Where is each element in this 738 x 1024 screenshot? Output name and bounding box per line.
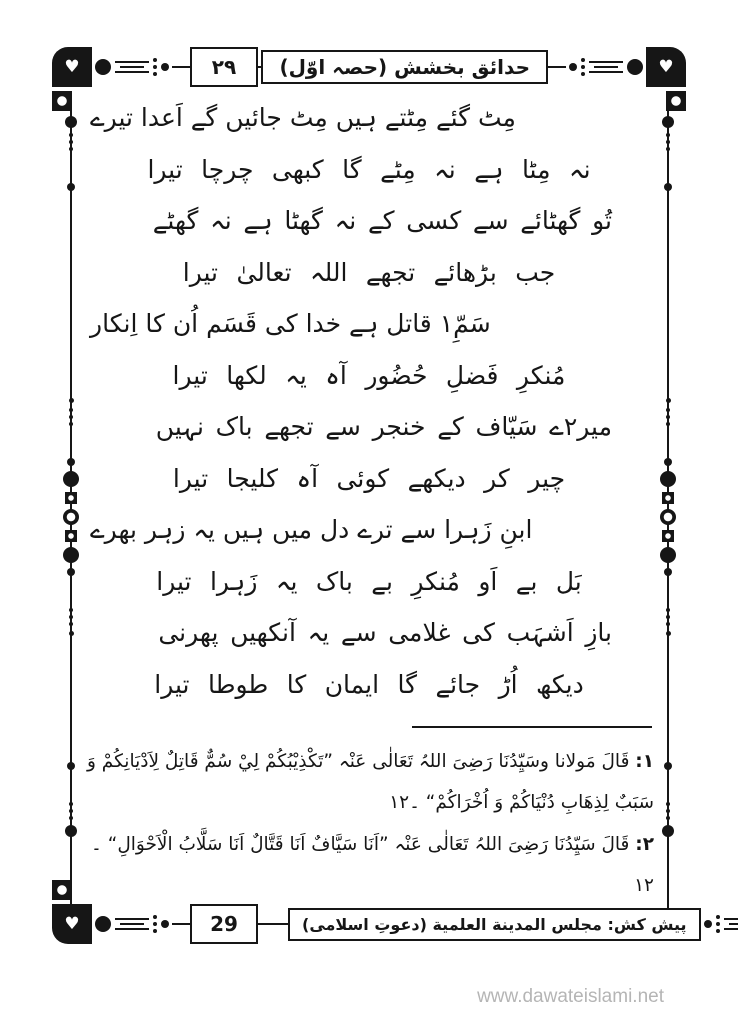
website-watermark: www.dawateislami.net — [477, 986, 664, 1007]
footnote-2-marker: ۲: — [635, 834, 654, 856]
right-border-chain-icon — [656, 762, 680, 837]
header-right-ornament-icon — [569, 58, 643, 76]
header-rule — [548, 66, 566, 68]
left-border-medallion-icon — [59, 398, 83, 636]
footnote-2 — [82, 825, 654, 906]
verse-line: دیکھ اُڑ جائے گا ایمان کا طوطا تیرا — [154, 669, 584, 699]
poetry-block — [84, 92, 654, 710]
footnote-divider — [412, 726, 652, 728]
footer-band — [52, 901, 686, 947]
verse-line: چیر کر دیکھے کوئی آہ کلیجا تیرا — [172, 463, 566, 493]
footer-rule — [172, 923, 190, 925]
verse-line: میر۲ے سَیّاف کے خنجر سے تجھے باک نہیں — [155, 412, 612, 442]
verse-line: ابنِ زَہرا سے ترے دل میں ہیں یہ زہر بھرے — [90, 515, 533, 545]
footnotes-section — [82, 726, 654, 909]
page-number-bottom: 29 — [190, 904, 258, 944]
footnote-1-text: قَالَ مَولانا وسَیِّدُنَا رَضِیَ اللہُ تَعَالٰی عَنْہ ”تَكْذِيْبُكُمْ لِيْ سُمٌّ قَاتِلٌ لِاَدْيَانِكُمْ وَ سَبَبٌ لِذِهَابِ دُنْيَاكُمْ وَ اُخْرَاكُمْ“ ۔۱۲ — [86, 751, 654, 813]
footer-left-ornament-icon — [95, 915, 169, 933]
header-left-ornament-icon — [95, 58, 169, 76]
verse-line: مِٹ گئے مِٹتے ہیں مِٹ جائیں گے اَعدا تیرے — [90, 103, 516, 133]
corner-ornament-top-right-icon: ♥ — [646, 47, 686, 87]
verse-line: بازِ اَشہَب کی غلامی سے یہ آنکھیں پھرنی — [158, 618, 612, 648]
footnote-1 — [82, 742, 654, 823]
verse-line: نہ مِٹا ہے نہ مِٹے گا کبھی چرچا تیرا — [147, 154, 591, 184]
verse-line: مُنکرِ فَضلِ حُضُور آہ یہ لکھا تیرا — [172, 360, 566, 390]
footnote-2-text: قَالَ سَیِّدُنَا رَضِیَ اللہُ تَعَالٰی عَنْہ ”اَنَا سَيَّافٌ اَنَا قَتَّالٌ اَنَا سَلَّابُ الْاَحْوَالِ“ ۔۱۲ — [91, 834, 654, 897]
corner-ornament-top-left-icon: ♥ — [52, 47, 92, 87]
header-band — [52, 44, 686, 90]
footnote-1-marker: ۱: — [635, 751, 654, 772]
book-title: حدائق بخشش (حصہ اوّل) — [261, 50, 548, 84]
left-border-chain-icon — [59, 116, 83, 191]
verse-line: تُو گھٹائے سے کسی کے نہ گھٹا ہے نہ گھٹے — [152, 206, 612, 236]
right-border-chain-icon — [656, 116, 680, 191]
right-border-medallion-icon — [656, 398, 680, 636]
publisher-box: پیش کش: مجلس المدینة العلمیة (دعوتِ اسلامی) — [288, 908, 701, 941]
verse-line: سَمِّ۱ قاتل ہے خدا کی قَسَم اُن کا اِنکار — [90, 309, 491, 339]
footer-rule — [258, 923, 288, 925]
left-border-chain-icon — [59, 762, 83, 837]
verse-line: بَل بے اَو مُنکرِ بے باک یہ زَہرا تیرا — [156, 566, 582, 596]
verse-line: جب بڑھائے تجھے اللہ تعالیٰ تیرا — [182, 257, 556, 287]
corner-ornament-bottom-left-icon: ♥ — [52, 904, 92, 944]
header-rule — [172, 66, 190, 68]
page-number-top: ۲۹ — [190, 47, 258, 87]
footer-right-ornament-icon — [704, 915, 738, 933]
